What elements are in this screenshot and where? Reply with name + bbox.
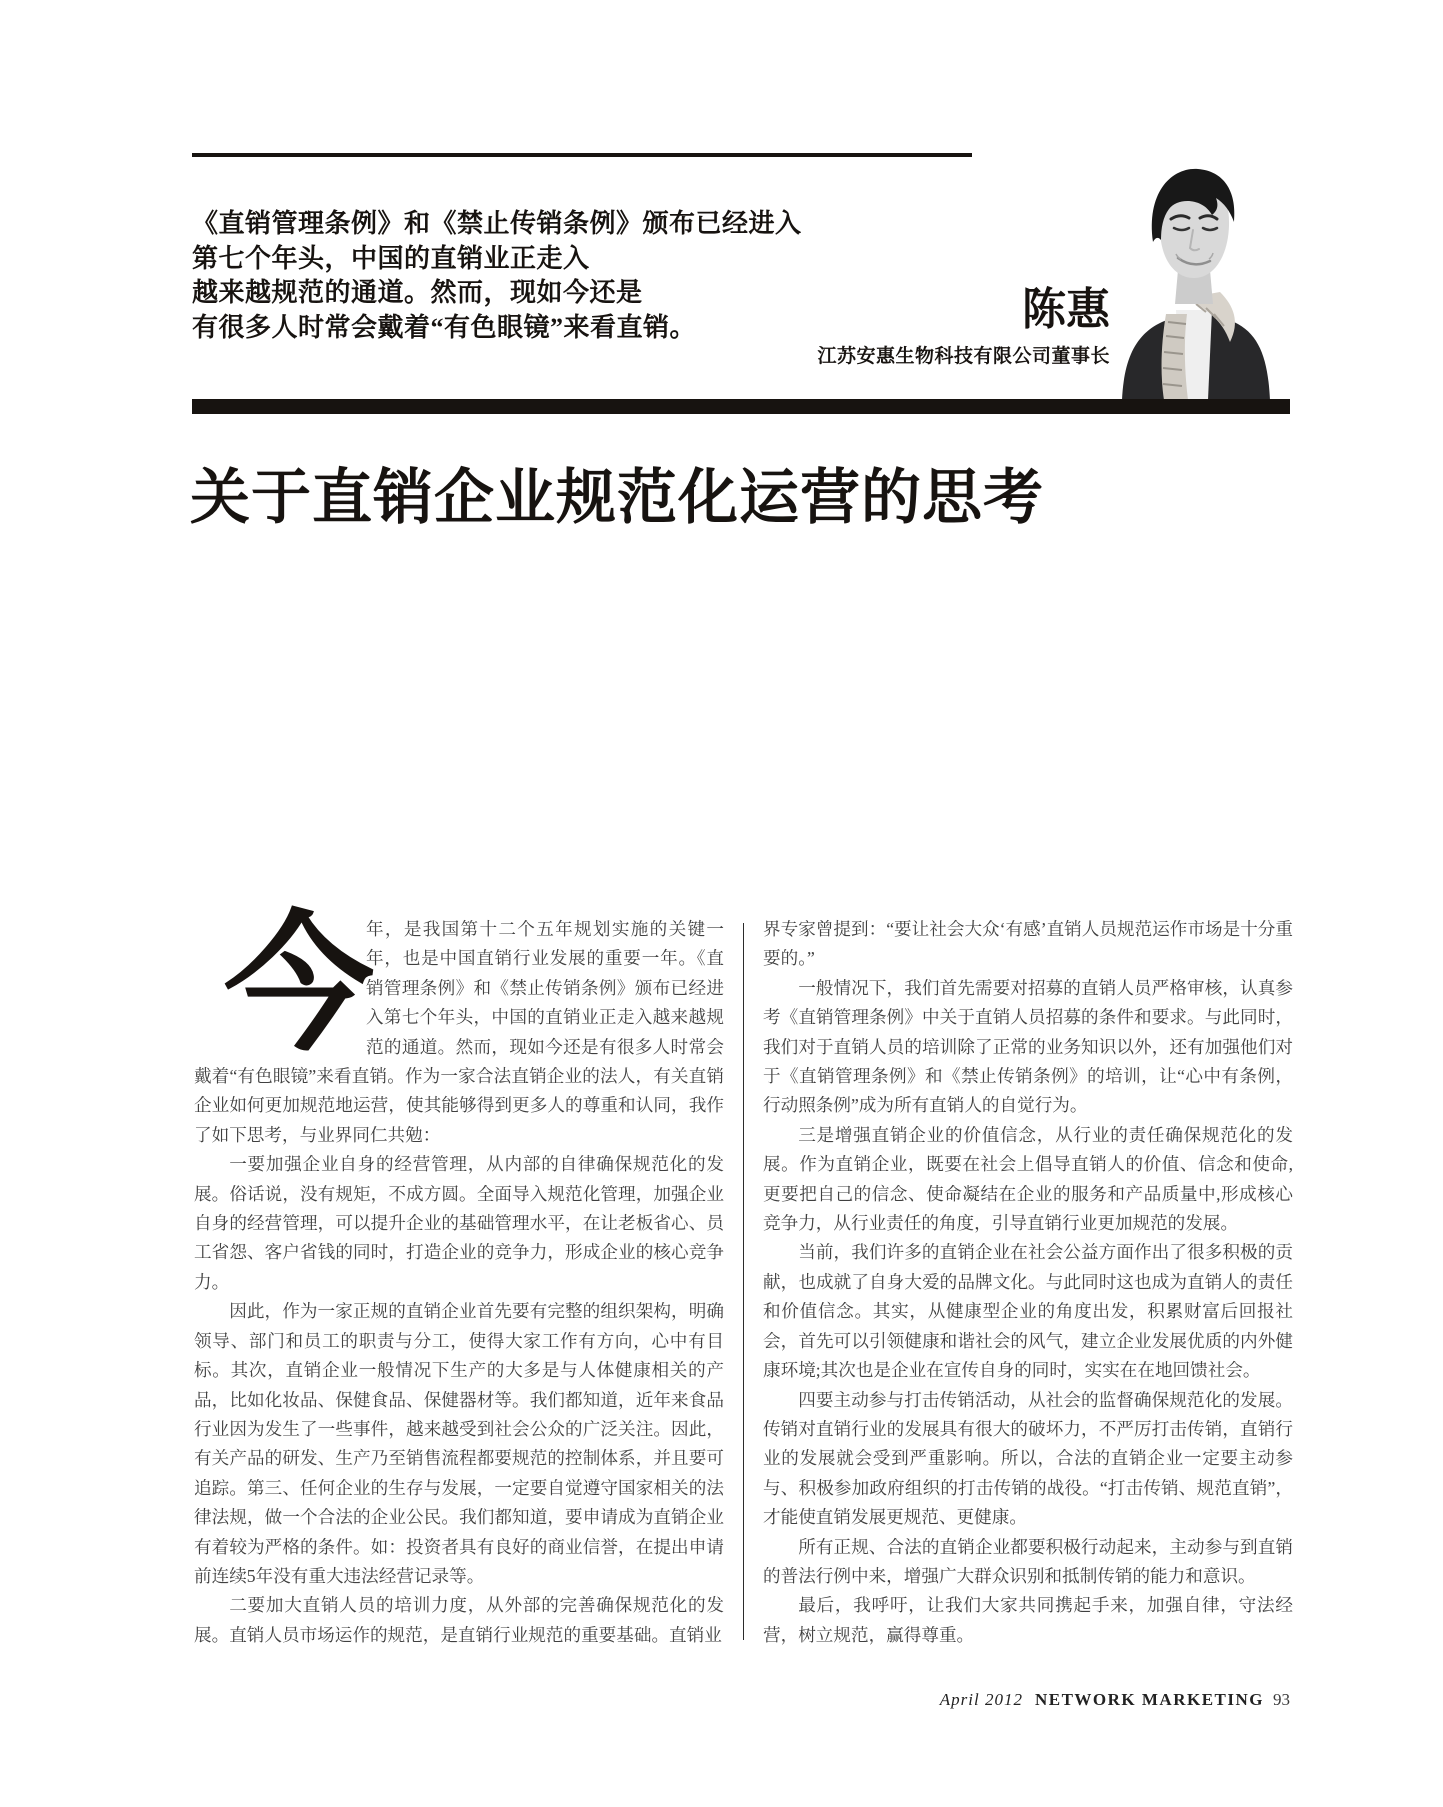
author-name: 陈惠 [1022, 285, 1110, 334]
paragraph: 一般情况下，我们首先需要对招募的直销人员严格审核，认真参考《直销管理条例》中关于直销人员招募的条件和要求。与此同时，我们对于直销人员的培训除了正常的业务知识以外，还有加强他们对于《直销管理条例》和《禁止传销条例》的培训，让“心中有条例，行动照条例”成为所有直销人的自觉行为。 [763, 977, 1293, 1116]
footer-date: April 2012 [939, 1690, 1023, 1709]
intro-paragraph: 年，是我国第十二个五年规划实施的关键一年，也是中国直销行业发展的重要一年。《直销管理条例》和《禁止传销条例》颁布已经进入第七个年头，中国的直销业正走入越来越规范的通道。然而，现如今还是有很多人时常会戴着“有色眼镜”来看直销。作为一家合法直销企业的法人，有关直销企业如何更加规范地运营，使其能够得到更多人的尊重和认同，我作了如下思考，与业界同仁共勉： [194, 919, 724, 1145]
left-column [194, 903, 724, 1650]
paragraph: 四要主动参与打击传销活动，从社会的监督确保规范化的发展。传销对直销行业的发展具有很大的破坏力，不严厉打击传销，直销行业的发展就会受到严重影响。所以，合法的直销企业一定要主动参与、积极参加政府组织的打击传销的战役。“打击传销、规范直销”，才能使直销发展更规范、更健康。 [763, 1389, 1293, 1528]
headline-line-1: 《直销管理条例》和《禁止传销条例》颁布已经进入 [192, 209, 802, 238]
top-rule [192, 153, 972, 157]
headline-line-2: 第七个年头，中国的直销业正走入 [192, 243, 590, 273]
paragraph: 当前，我们许多的直销企业在社会公益方面作出了很多积极的贡献，也成就了自身大爱的品牌文化。与此同时这也成为直销人的责任和价值信念。其实，从健康型企业的角度出发，积累财富后回报社会，首先可以引领健康和谐社会的风气，建立企业发展优质的内外健康环境;其次也是企业在宣传自身的同时，实实在在地回馈社会。 [763, 1242, 1293, 1381]
paragraph: 因此，作为一家正规的直销企业首先要有完整的组织架构，明确领导、部门和员工的职责与分工，使得大家工作有方向，心中有目标。其次，直销企业一般情况下生产的大多是与人体健康相关的产品，比如化妆品、保健食品、保健器材等。我们都知道，近年来食品行业因为发生了一些事件，越来越受到社会公众的广泛关注。因此，有关产品的研发、生产乃至销售流程都要规范的控制体系，并且要可追踪。第三、任何企业的生存与发展，一定要自觉遵守国家相关的法律法规，做一个合法的企业公民。我们都知道，要申请成为直销企业有着较为严格的条件。如：投资者具有良好的商业信誉，在提出申请前连续5年没有重大违法经营记录等。 [194, 1301, 724, 1586]
footer-page-number: 93 [1273, 1690, 1290, 1709]
paragraph: 二要加大直销人员的培训力度，从外部的完善确保规范化的发展。直销人员市场运作的规范，是直销行业规范的重要基础。直销业 [194, 1595, 724, 1645]
paragraph: 最后，我呼吁，让我们大家共同携起手来，加强自律，守法经营，树立规范，赢得尊重。 [763, 1595, 1293, 1645]
author-block [700, 286, 1110, 368]
headline-line-3: 越来越规范的通道。然而，现如今还是 [192, 278, 643, 307]
continuation-paragraph: 界专家曾提到：“要让社会大众‘有感’直销人员规范运作市场是十分重要的。” [763, 919, 1293, 969]
dropcap: 今 [224, 903, 375, 1069]
paragraph: 三是增强直销企业的价值信念，从行业的责任确保规范化的发展。作为直销企业，既要在社会上倡导直销人的价值、信念和使命,更要把自己的信念、使命凝结在企业的服务和产品质量中,形成核心竞争力，从行业责任的角度，引导直销行业更加规范的发展。 [763, 1124, 1293, 1234]
paragraph: 所有正规、合法的直销企业都要积极行动起来，主动参与到直销的普法行例中来，增强广大群众识别和抵制传销的能力和意识。 [763, 1536, 1293, 1586]
divider-bar [192, 399, 1290, 414]
author-portrait-photo [1116, 162, 1274, 400]
page-footer [0, 1690, 1290, 1710]
column-divider-rule [743, 923, 744, 1640]
portrait-illustration [1116, 162, 1274, 400]
article-body [194, 903, 1294, 1650]
right-column [763, 915, 1293, 1650]
author-title: 江苏安惠生物科技有限公司董事长 [817, 346, 1110, 368]
headline-line-4: 有很多人时常会戴着“有色眼镜”来看直销。 [192, 312, 697, 342]
article-title: 关于直销企业规范化运营的思考 [190, 465, 1044, 531]
paragraph: 一要加强企业自身的经营管理，从内部的自律确保规范化的发展。俗话说，没有规矩，不成方圆。全面导入规范化管理，加强企业自身的经营管理，可以提升企业的基础管理水平，在让老板省心、员工省怨、客户省钱的同时，打造企业的竞争力，形成企业的核心竞争力。 [194, 1154, 724, 1292]
footer-magazine-name: NETWORK MARKETING [1034, 1690, 1264, 1709]
